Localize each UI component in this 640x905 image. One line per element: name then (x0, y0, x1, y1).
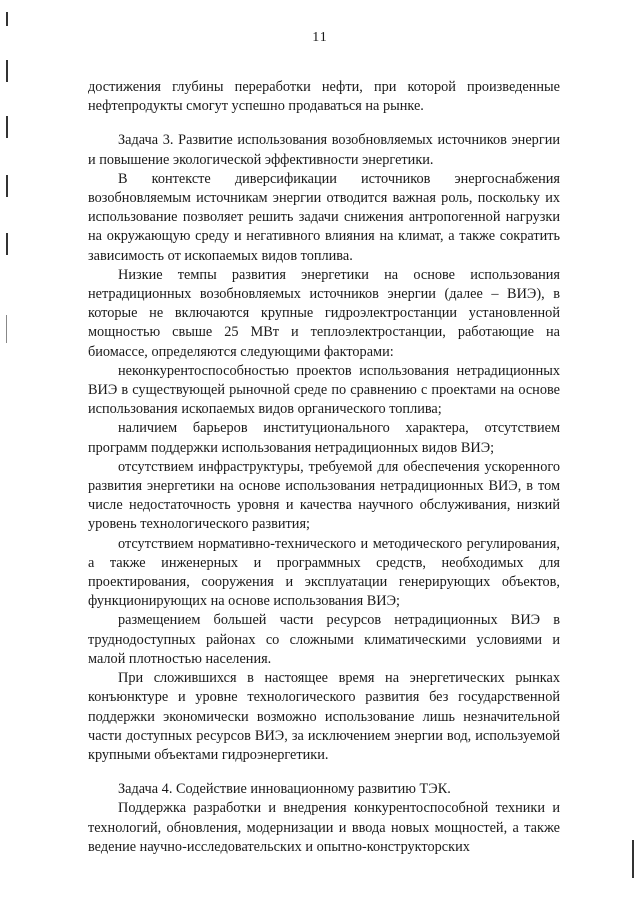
factor-item-5: размещением большей части ресурсов нетрадиционных ВИЭ в труднодоступных районах со сложными климатическими условиями и малой плотностью населения. (88, 612, 560, 667)
factor-item-2: наличием барьеров институционального характера, отсутствием программ поддержки использования нетрадиционных видов ВИЭ; (88, 420, 560, 456)
scan-mark (6, 175, 8, 197)
paragraph-context: В контексте диверсификации источников энергоснабжения возобновляемым источникам энергии отводится важная роль, поскольку их использование позволяет решить задачи снижения антропогенной нагрузки на окружающую среду и негативного влияния на климат, а также сократить зависимость от ископаемых видов топлива. (88, 170, 560, 264)
scan-mark (6, 12, 8, 26)
scan-mark (6, 233, 8, 255)
factor-item-1: неконкурентоспособностью проектов использования нетрадиционных ВИЭ в существующей рыночной среде по сравнению с проектами на основе использования ископаемых видов органического топлива; (88, 362, 560, 418)
scan-mark (6, 116, 8, 138)
paragraph-conclusion: При сложившихся в настоящее время на энергетических рынках конъюнктуре и уровне технологического развития без государственной поддержки экономически возможно использование лишь незначительной части доступных ресурсов ВИЭ, за исключением энергии вод, используемой крупными объектами гидроэнергетики. (88, 670, 560, 763)
paragraph-continuation: достижения глубины переработки нефти, при которой произведенные нефтепродукты смогут успешно продаваться на рынке. (88, 79, 560, 115)
task-3-heading: Задача 3. Развитие использования возобновляемых источников энергии и повышение экологической эффективности энергетики. (88, 132, 560, 168)
scan-mark (6, 315, 7, 343)
paragraph-support: Поддержка разработки и внедрения конкурентоспособной техники и технологий, обновления, модернизации и ввода новых мощностей, а также ведение научно-исследовательских и опытно-конструкторских (88, 800, 560, 855)
task-4-heading: Задача 4. Содействие инновационному развитию ТЭК. (118, 781, 451, 798)
page-number: 11 (312, 30, 328, 45)
scan-mark (632, 840, 634, 878)
scan-mark (6, 60, 8, 82)
factor-item-4: отсутствием нормативно-технического и методического регулирования, а также инженерных и программных средств, необходимых для проектирования, сооружения и эксплуатации генерирующих объектов, функционирующих на основе использования ВИЭ; (88, 535, 560, 610)
factor-item-3: отсутствием инфраструктуры, требуемой для обеспечения ускоренного развития энергетики на основе использования нетрадиционных ВИЭ, в том числе недостаточность уровня и качества научного обслуживания, низкий уровень технологического развития; (88, 458, 560, 533)
paragraph-low-rates: Низкие темпы развития энергетики на основе использования нетрадиционных возобновляемых источников энергии (далее – ВИЭ), в которые не включаются крупные гидроэлектростанции установленной мощностью свыше 25 МВт и теплоэлектростанции, работающие на биомассе, определяются следующими факторами: (88, 266, 560, 360)
document-body (88, 78, 560, 857)
